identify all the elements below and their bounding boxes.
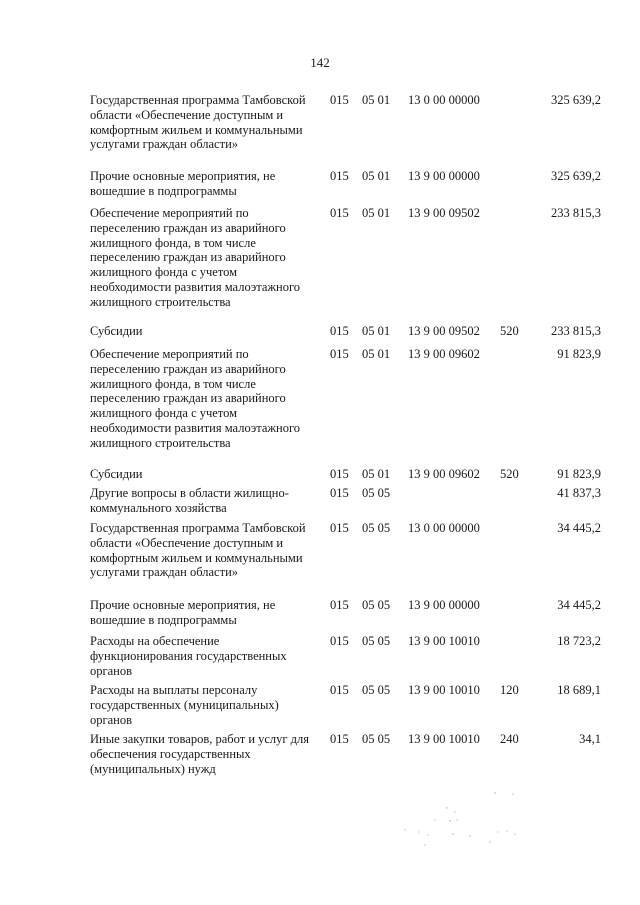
target-article-code: 13 9 00 09602	[408, 347, 480, 361]
row-name: Субсидии	[90, 324, 143, 338]
section-code: 05 05	[362, 598, 391, 612]
ministry-code: 015	[330, 347, 349, 361]
amount: 18 723,2	[557, 634, 601, 648]
expense-type-code: 240	[500, 732, 519, 746]
amount: 91 823,9	[557, 347, 601, 361]
amount: 34 445,2	[557, 598, 601, 612]
amount: 91 823,9	[557, 467, 601, 481]
target-article-code: 13 9 00 00000	[408, 598, 480, 612]
section-code: 05 01	[362, 324, 391, 338]
target-article-code: 13 9 00 09502	[408, 206, 480, 220]
row-name: Обеспечение мероприятий по переселению граждан из аварийного жилищного фонда, в том числе переселению граждан из аварийного жилищного фонда с учетом необходимости развития малоэтажного жилищного строительства	[90, 206, 301, 309]
amount: 325 639,2	[551, 169, 601, 183]
target-article-code: 13 9 00 09502	[408, 324, 480, 338]
amount: 325 639,2	[551, 93, 601, 107]
ministry-code: 015	[330, 467, 349, 481]
section-code: 05 01	[362, 169, 391, 183]
row-name: Прочие основные мероприятия, не вошедшие в подпрограммы	[90, 598, 276, 627]
section-code: 05 05	[362, 732, 391, 746]
row-name: Государственная программа Тамбовской области «Обеспечение доступным и комфортным жильем и коммунальными услугами граждан области»	[90, 521, 306, 580]
section-code: 05 05	[362, 683, 391, 697]
amount: 233 815,3	[551, 324, 601, 338]
expense-type-code: 520	[500, 467, 519, 481]
amount: 18 689,1	[557, 683, 601, 697]
ministry-code: 015	[330, 324, 349, 338]
target-article-code: 13 9 00 10010	[408, 732, 480, 746]
target-article-code: 13 9 00 10010	[408, 683, 480, 697]
ministry-code: 015	[330, 634, 349, 648]
ministry-code: 015	[330, 683, 349, 697]
row-name: Прочие основные мероприятия, не вошедшие в подпрограммы	[90, 169, 276, 198]
target-article-code: 13 0 00 00000	[408, 521, 480, 535]
target-article-code: 13 9 00 00000	[408, 169, 480, 183]
ministry-code: 015	[330, 598, 349, 612]
ministry-code: 015	[330, 521, 349, 535]
amount: 34 445,2	[557, 521, 601, 535]
row-name: Другие вопросы в области жилищно-коммунального хозяйства	[90, 486, 289, 515]
target-article-code: 13 9 00 09602	[408, 467, 480, 481]
row-name: Иные закупки товаров, работ и услуг для обеспечения государственных (муниципальных) нужд	[90, 732, 310, 776]
section-code: 05 01	[362, 347, 391, 361]
target-article-code: 13 9 00 10010	[408, 634, 480, 648]
expense-type-code: 520	[500, 324, 519, 338]
amount: 34,1	[579, 732, 601, 746]
ministry-code: 015	[330, 93, 349, 107]
section-code: 05 01	[362, 206, 391, 220]
ministry-code: 015	[330, 206, 349, 220]
scan-speckle-decoration	[395, 790, 535, 850]
amount: 233 815,3	[551, 206, 601, 220]
section-code: 05 05	[362, 521, 391, 535]
expense-type-code: 120	[500, 683, 519, 697]
row-name: Субсидии	[90, 467, 143, 481]
page-number: 142	[310, 55, 330, 70]
ministry-code: 015	[330, 169, 349, 183]
section-code: 05 01	[362, 467, 391, 481]
section-code: 05 05	[362, 634, 391, 648]
target-article-code: 13 0 00 00000	[408, 93, 480, 107]
ministry-code: 015	[330, 732, 349, 746]
amount: 41 837,3	[557, 486, 601, 500]
section-code: 05 05	[362, 486, 391, 500]
row-name: Расходы на обеспечение функционирования государственных органов	[90, 634, 287, 678]
row-name: Государственная программа Тамбовской области «Обеспечение доступным и комфортным жильем и коммунальными услугами граждан области»	[90, 93, 306, 152]
row-name: Обеспечение мероприятий по переселению граждан из аварийного жилищного фонда, в том числе переселению граждан из аварийного жилищного фонда с учетом необходимости развития малоэтажного жилищного строительства	[90, 347, 301, 450]
section-code: 05 01	[362, 93, 391, 107]
row-name: Расходы на выплаты персоналу государственных (муниципальных) органов	[90, 683, 279, 727]
ministry-code: 015	[330, 486, 349, 500]
